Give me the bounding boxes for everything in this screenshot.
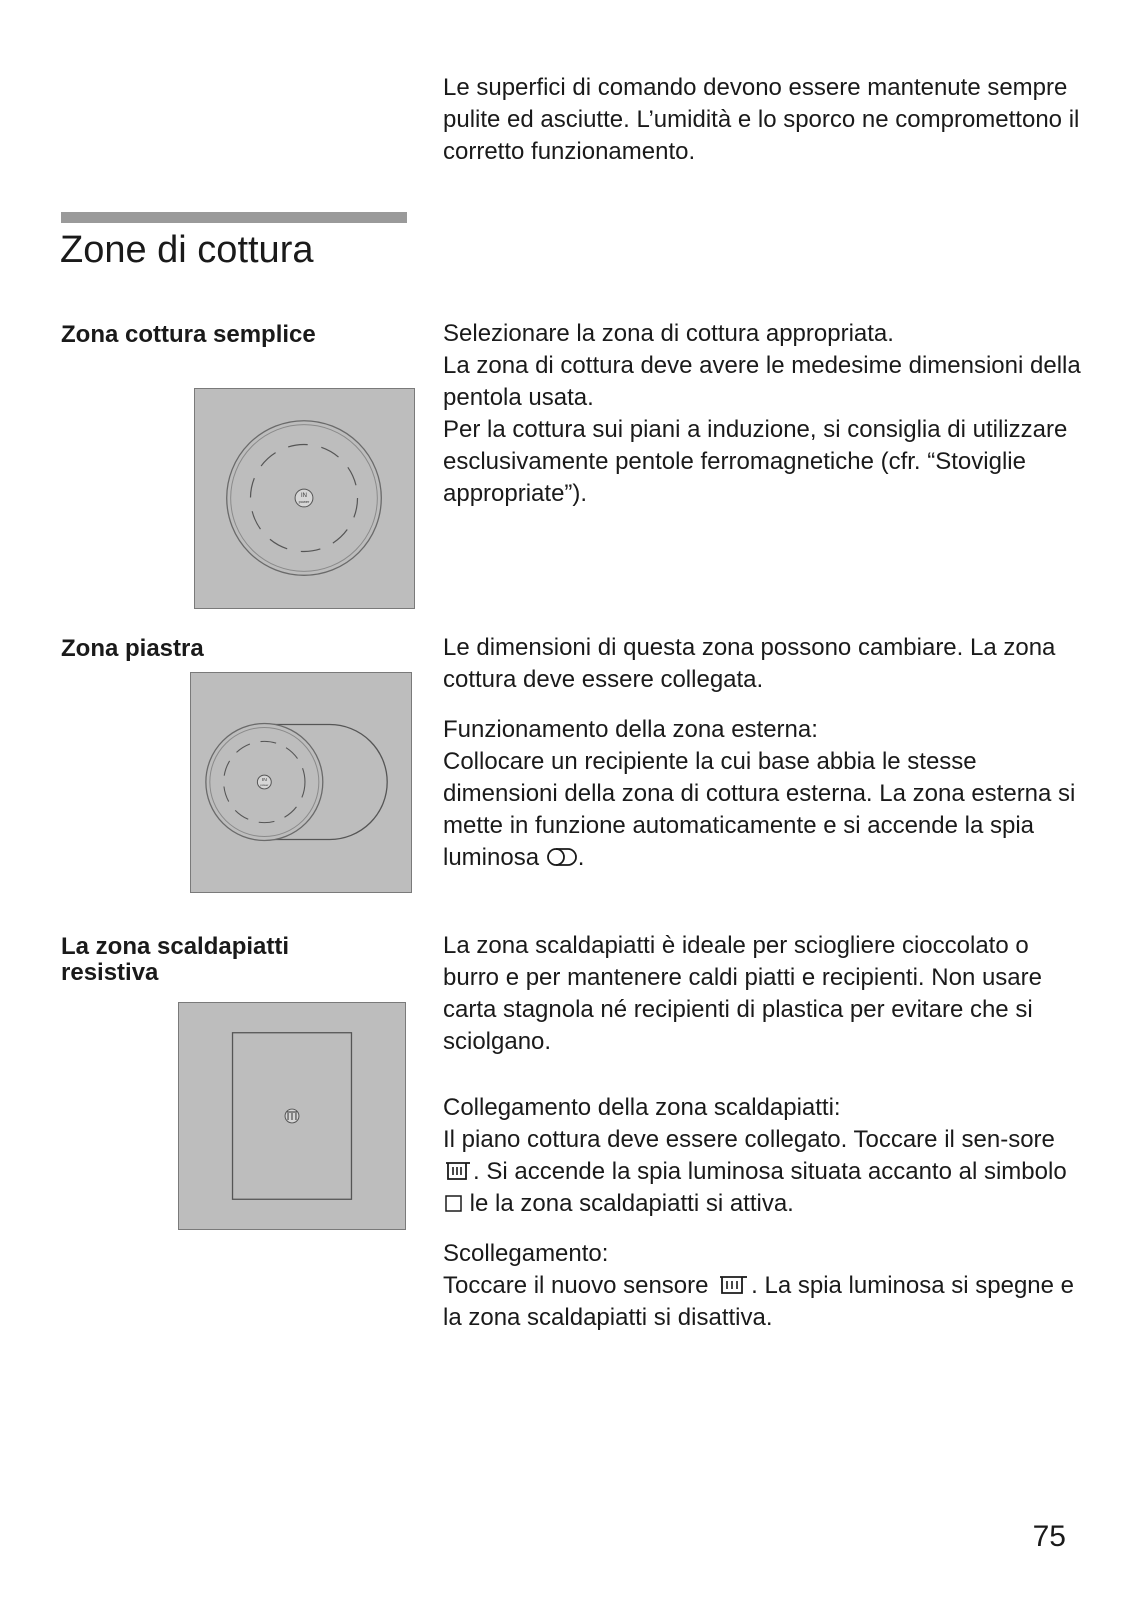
svg-text:power: power [260,782,269,787]
cooktop-panel-simple [194,388,415,609]
zona-scaldapiatti-text-2: Collegamento della zona scaldapiatti: Il piano cottura deve essere collegato. Toccare il sen-sore . Si accende la spia luminosa situata accanto al simbolo le la zona scaldapiatti si attiva. [443,1094,1067,1217]
warming-sensor-icon [715,1273,751,1295]
zona-semplice-text-2: La zona di cottura deve avere le medesime dimensioni della pentola usata. [443,352,1081,411]
svg-text:power: power [298,498,310,504]
zona-scaldapiatti-text-1: La zona scaldapiatti è ideale per sciogliere cioccolato o burro e per mantenere caldi piatti e recipienti. Non usare carta stagnola né recipienti di plastica per evitare che si sciolgano. [443,932,1042,1055]
simple-zone-illustration [195,389,414,608]
extended-zone-illustration [191,673,411,892]
warming-sensor-icon [443,1159,473,1181]
zona-semplice-text-3: Per la cottura sui piani a induzione, si consiglia di utilizzare esclusivamente pentole ferromagnetiche (cfr. “Stoviglie appropriate”). [443,416,1068,507]
zona-semplice-text-1: Selezionare la zona di cottura appropriata. [443,320,894,347]
zona-piastra-text-2: Funzionamento della zona esterna: Collocare un recipiente la cui base abbia le stesse dimensioni della zona di cottura esterna. La zona esterna si mette in funzione automaticamente e si accende la spia luminosa . [443,716,1076,871]
zona-piastra-text-1: Le dimensioni di questa zona possono cambiare. La zona cottura deve essere collegata. [443,634,1056,693]
svg-text:IN: IN [261,778,267,784]
warming-zone-symbol-icon [443,1193,463,1213]
section-rule [61,212,407,223]
heading-zona-semplice: Zona cottura semplice [61,321,316,348]
zona-piastra-text-2-body: Collocare un recipiente la cui base abbia le stesse dimensioni della zona di cottura esterna. La zona esterna si mette in funzione automaticamente e si accende la spia luminosa [443,748,1076,871]
zona-scaldapiatti-text-3: Scollegamento: Toccare il nuovo sensore . La spia luminosa si spegne e la zona scaldapiatti si disattiva. [443,1240,1075,1331]
cooktop-panel-extended [190,672,412,893]
warming-zone-illustration [179,1003,405,1229]
svg-text:IN: IN [301,493,307,500]
section-title: Zone di cottura [60,229,314,271]
cooktop-panel-warming [178,1002,406,1230]
extended-zone-indicator-icon [546,847,578,867]
intro-paragraph: Le superfici di comando devono essere mantenute sempre pulite ed asciutte. L’umidità e lo sporco ne compromettono il corretto funzionamento. [443,74,1080,165]
heading-zona-piastra: Zona piastra [61,635,204,662]
zona-piastra-subheading: Funzionamento della zona esterna: [443,716,818,743]
zona-scaldapiatti-subheading-2: Scollegamento: [443,1240,609,1267]
zona-scaldapiatti-subheading-1: Collegamento della zona scaldapiatti: [443,1094,841,1121]
heading-zona-scaldapiatti: La zona scaldapiatti resistiva [61,933,290,986]
page-number: 75 [1032,1520,1066,1553]
